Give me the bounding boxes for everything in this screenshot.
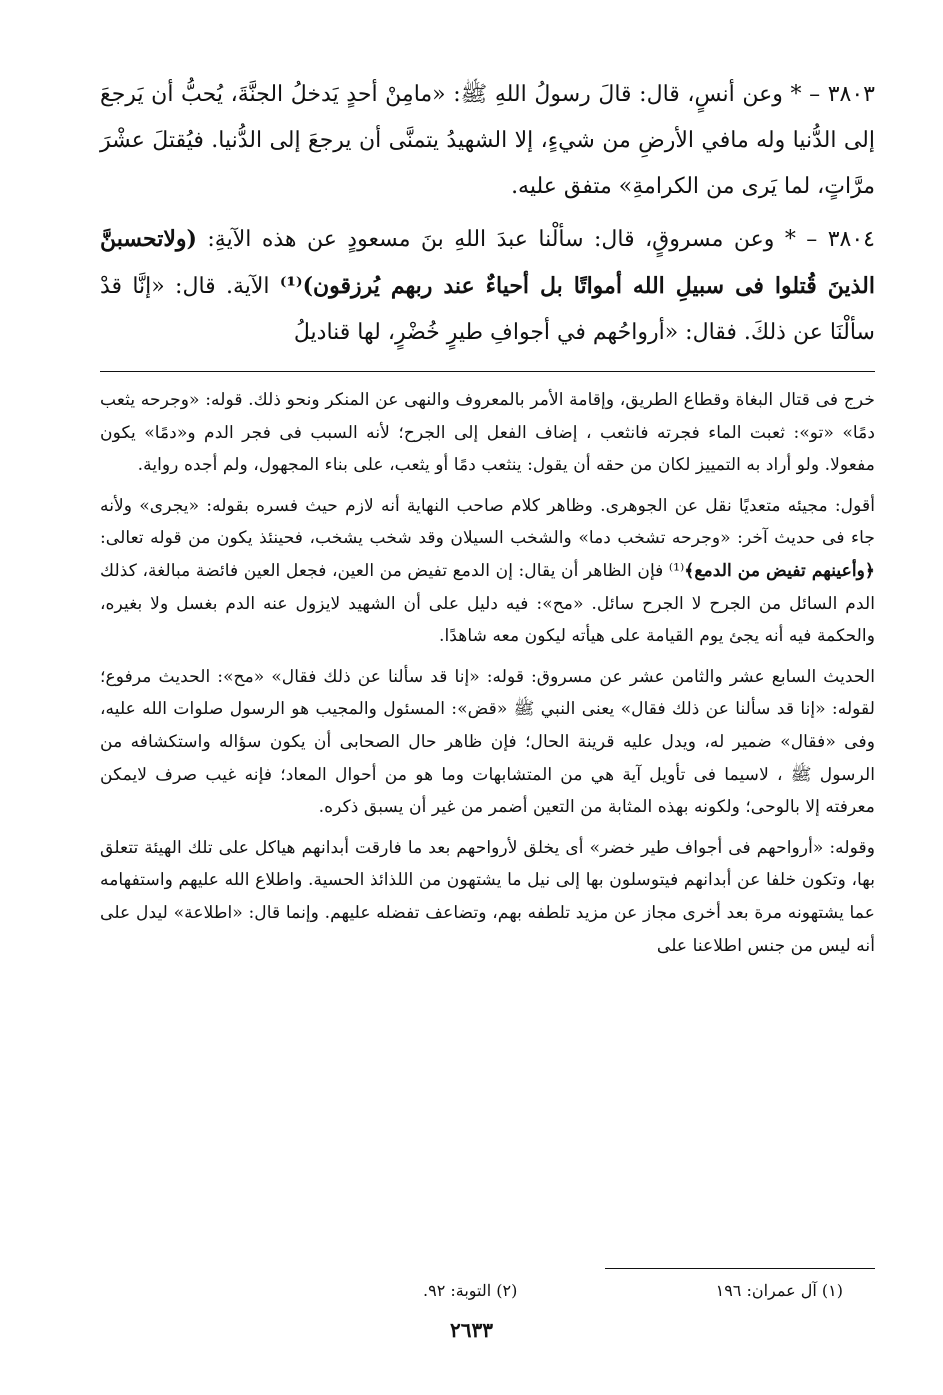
commentary-paragraph-3: الحديث السابع عشر والثامن عشر عن مسروق: قوله: «إنا قد سألنا عن ذلك فقال» «مح»: الحديث مرفوع؛ لقوله: «إنا قد سألنا عن ذلك فقال» يعنى النبي ﷺ «قض»: المسئول والمجيب هو الرسول صلوات الله عليه، وفى «فقال» ضمير له، ويدل عليه قرينة الحال؛ فإن ظاهر حال الصحابى أن يكون سؤاله واستكشافه من الرسول ﷺ ، لاسيما فى تأويل آية هي من المتشابهات وما هو من أحوال المعاد؛ فإنه غيب صرف لايمكن معرفته إلا بالوحى؛ ولكونه بهذه المثابة من التعين أضمر من غير أن يسبق ذكره.	[100, 666, 875, 818]
hadith-3804-answer: قال: «إنَّا قدْ سألْنَا عن ذلكَ. فقال: «أرواحُهم في أجوافِ طيرٍ خُضْرٍ، لها قناديلُ	[100, 274, 875, 345]
footnote-2: (٢) التوبة: ٩٢.	[423, 1281, 518, 1300]
footnote-1: (١) آل عمران: ١٩٦	[715, 1281, 843, 1300]
commentary-paragraph-2	[100, 490, 875, 653]
hadith-3804-intro: ٣٨٠٤ – * وعن مسروقٍ، قال: سألْنا عبدَ اللهِ بنَ مسعودٍ عن هذه الآيةِ:	[207, 227, 875, 252]
main-text-divider	[100, 371, 875, 372]
commentary-section	[100, 384, 875, 970]
page-number: ٢٦٣٣	[450, 1318, 493, 1342]
commentary-paragraph-4: وقوله: «أرواحهم فى أجواف طير خضر» أى يخلق لأرواحهم بعد ما فارقت أبدانهم هياكل على تلك الهيئة تتعلق بها، وتكون خلفا عن أبدانهم فيتوسلون بها إلى نيل ما يشتهون من اللذائذ الحسية. واطلاع الله عليهم واستفهامه عما يشتهونه مرة بعد أخرى مجاز عن مزيد تلطفه بهم، وتضاعف تفضله عليهم. وإنما قال: «اطلاعة» ليدل على أنه ليس من جنس اطلاعنا على	[100, 837, 875, 956]
footnotes	[423, 1279, 843, 1303]
commentary-p2-start: أقول: مجيئه متعديًا نقل عن الجوهرى. وظاهر كلام صاحب النهاية أنه لازم حيث فسره بقوله: «يجرى» ولأنه جاء فى حديث آخر: «وجرحه تشخب دما» والشخب السيلان وقد شخب يشخب، فحينئذ يكون من قوله تعالى:	[100, 495, 875, 549]
hadith-3804	[100, 216, 875, 356]
footnotes-divider	[605, 1268, 875, 1269]
hadith-3803: ٣٨٠٣ – * وعن أنسٍ، قال: قالَ رسولُ اللهِ ﷺ: «مامِنْ أحدٍ يَدخلُ الجنَّةَ، يُحبُّ أن يَرجعَ إلى الدُّنيا وله مافي الأرضِ من شيءٍ، إلا الشهيدُ يتمنَّى أن يرجعَ إلى الدُّنيا. فيُقتلَ عشْرَ مرَّاتٍ، لما يَرى من الكرامةِ» متفق عليه.	[100, 82, 875, 199]
commentary-verse-ref: ⁽¹⁾	[668, 560, 685, 581]
verse-suffix: الآية.	[225, 274, 270, 299]
quran-verse: (ولاتحسبنَّ الذينَ قُتلوا فى سبيلِ الله أمواتًا بل أحياءٌ عند ربهم يُرزقون)⁽¹⁾	[100, 226, 875, 299]
hadith-main-text	[100, 72, 875, 362]
commentary-p2-end: فإن الظاهر أن يقال: إن الدمع تفيض من العين، فجعل العين فائضة مبالغة، كذلك الدم السائل من الجرح لا الجرح سائل. «مح»: فيه دليل على أن الشهيد لايزول عنه الدم بغسل ولا بغيره، والحكمة فيه أنه يجئ يوم القيامة على هيأته ليكون معه شاهدًا.	[100, 560, 875, 647]
commentary-quran-verse: ﴿وأعينهم تفيض من الدمع﴾	[684, 560, 875, 581]
commentary-paragraph-1: خرج فى قتال البغاة وقطاع الطريق، وإقامة الأمر بالمعروف والنهى عن المنكر ونحو ذلك. قوله: «وجرحه يثعب دمًا» «تو»: ثعبت الماء فجرته فانثعب ، إضاف الفعل إلى الجرح؛ لأنه السبب فى فجر الدم و«دمًا» يكون مفعولا. ولو أراد به التمييز لكان من حقه أن يقول: ينثعب دمًا أو يثعب، على بناء المجهول، ولم أجده رواية.	[100, 390, 875, 476]
